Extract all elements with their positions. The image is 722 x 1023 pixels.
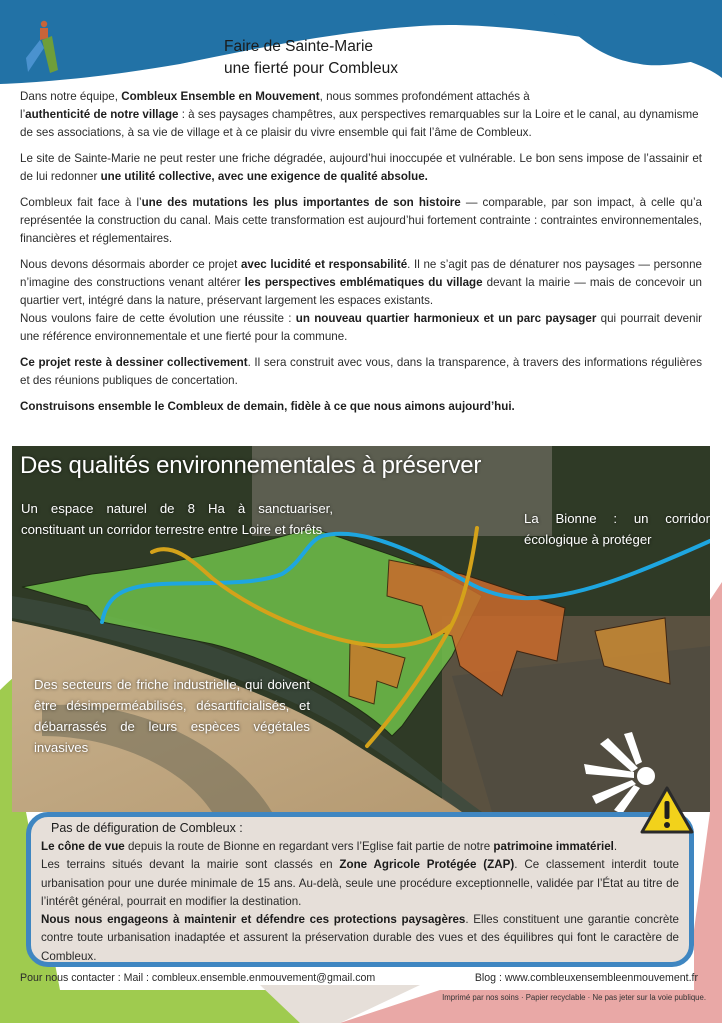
contact-blog[interactable]: Blog : www.combleuxensembleenmouvement.fr xyxy=(474,972,698,984)
info-paragraph-2: Les terrains situés devant la mairie sont classés en Zone Agricole Protégée (ZAP). Ce classement interdit toute urbanisation pour une durée minimale de 15 ans. Au-delà, seule une procédure exceptionnelle, validée par l’État au titre de l’intérêt général, pourrait en modifier la destination. xyxy=(41,858,679,908)
intro-paragraph-1: Dans notre équipe, Combleux Ensemble en Mouvement, nous sommes profondément attachés à l’authenticité de notre village : à ses paysages champêtres, aux perspectives remarquables sur la Loire et le canal, au dynamisme de ses associations, à sa vie de village et à ce plaisir du vivre ensemble qui fait l’âme de Combleux. xyxy=(20,90,699,139)
info-box-title: Pas de défiguration de Combleux : xyxy=(51,821,243,835)
intro-paragraph-4: Nous devons désormais aborder ce projet avec lucidité et responsabilité. Il ne s’agit pas de dénaturer nos paysages — personne n’imagine des constructions venant altérer les perspectives emblématiques du village devant la mairie — mais de concevoir un quartier vert, intégré dans la nature, préservant largement les espaces existants. xyxy=(20,258,703,307)
intro-paragraph-7: Construisons ensemble le Combleux de demain, fidèle à ce que nous aimons aujourd’hui. xyxy=(20,400,515,413)
label-bionne: La Bionne : un corridor écologique à protéger xyxy=(524,511,710,547)
label-friche: Des secteurs de friche industrielle, qui doivent être désimperméabilisés, désartificialisés, et débarrassés de leurs espèces végétales invasives xyxy=(34,677,310,755)
title-line-2: une fierté pour Combleux xyxy=(224,60,399,77)
page-title xyxy=(224,36,398,80)
intro-paragraph-2: Le site de Sainte-Marie ne peut rester une friche dégradée, aujourd’hui inoccupée et vulnérable. Le bon sens impose de l’assainir et de lui redonner une utilité collective, avec une exigence de qualité absolue. xyxy=(20,152,702,183)
warning-icon xyxy=(640,786,694,834)
figure-logo-icon xyxy=(18,18,58,74)
intro-paragraph-5: Nous voulons faire de cette évolution une réussite : un nouveau quartier harmonieux et un parc paysager qui pourrait devenir une référence environnementale et une fierté pour la commune. xyxy=(20,312,703,343)
info-box xyxy=(26,812,694,967)
contact-mail[interactable]: Pour nous contacter : Mail : combleux.ensemble.enmouvement@gmail.com xyxy=(20,972,376,984)
label-natural-space: Un espace naturel de 8 Ha à sanctuariser, constituant un corridor terrestre entre Loire et forêts xyxy=(21,501,333,537)
info-paragraph-1: Le cône de vue depuis la route de Bionne en regardant vers l’Eglise fait partie de notre patrimoine immatériel. xyxy=(41,840,618,853)
print-notice: Imprimé par nos soins · Papier recyclable · Ne pas jeter sur la voie publique. xyxy=(442,993,706,1002)
intro-paragraph-6: Ce projet reste à dessiner collectivement. Il sera construit avec vous, dans la transparence, à travers des informations régulières et des réunions publiques de concertation. xyxy=(20,356,702,387)
map-heading: Des qualités environnementales à préserver xyxy=(20,452,482,479)
title-line-1: Faire de Sainte-Marie xyxy=(224,38,374,55)
footer-contact xyxy=(20,972,710,984)
info-paragraph-3: Nous nous engageons à maintenir et défendre ces protections paysagères. Elles constituent une garantie concrète contre toute urbanisation inadaptée et assurent la préservation durable des vues et des équilibres qui font le caractère de Combleux. xyxy=(41,913,679,963)
intro-text xyxy=(20,88,702,424)
intro-paragraph-3: Combleux fait face à l’une des mutations les plus importantes de son histoire — comparable, par son impact, à celle qu’a représentée la construction du canal. Mais cette transformation est aujourd’hui fortement contrainte : contraintes environnementales, financières et réglementaires. xyxy=(20,196,702,245)
